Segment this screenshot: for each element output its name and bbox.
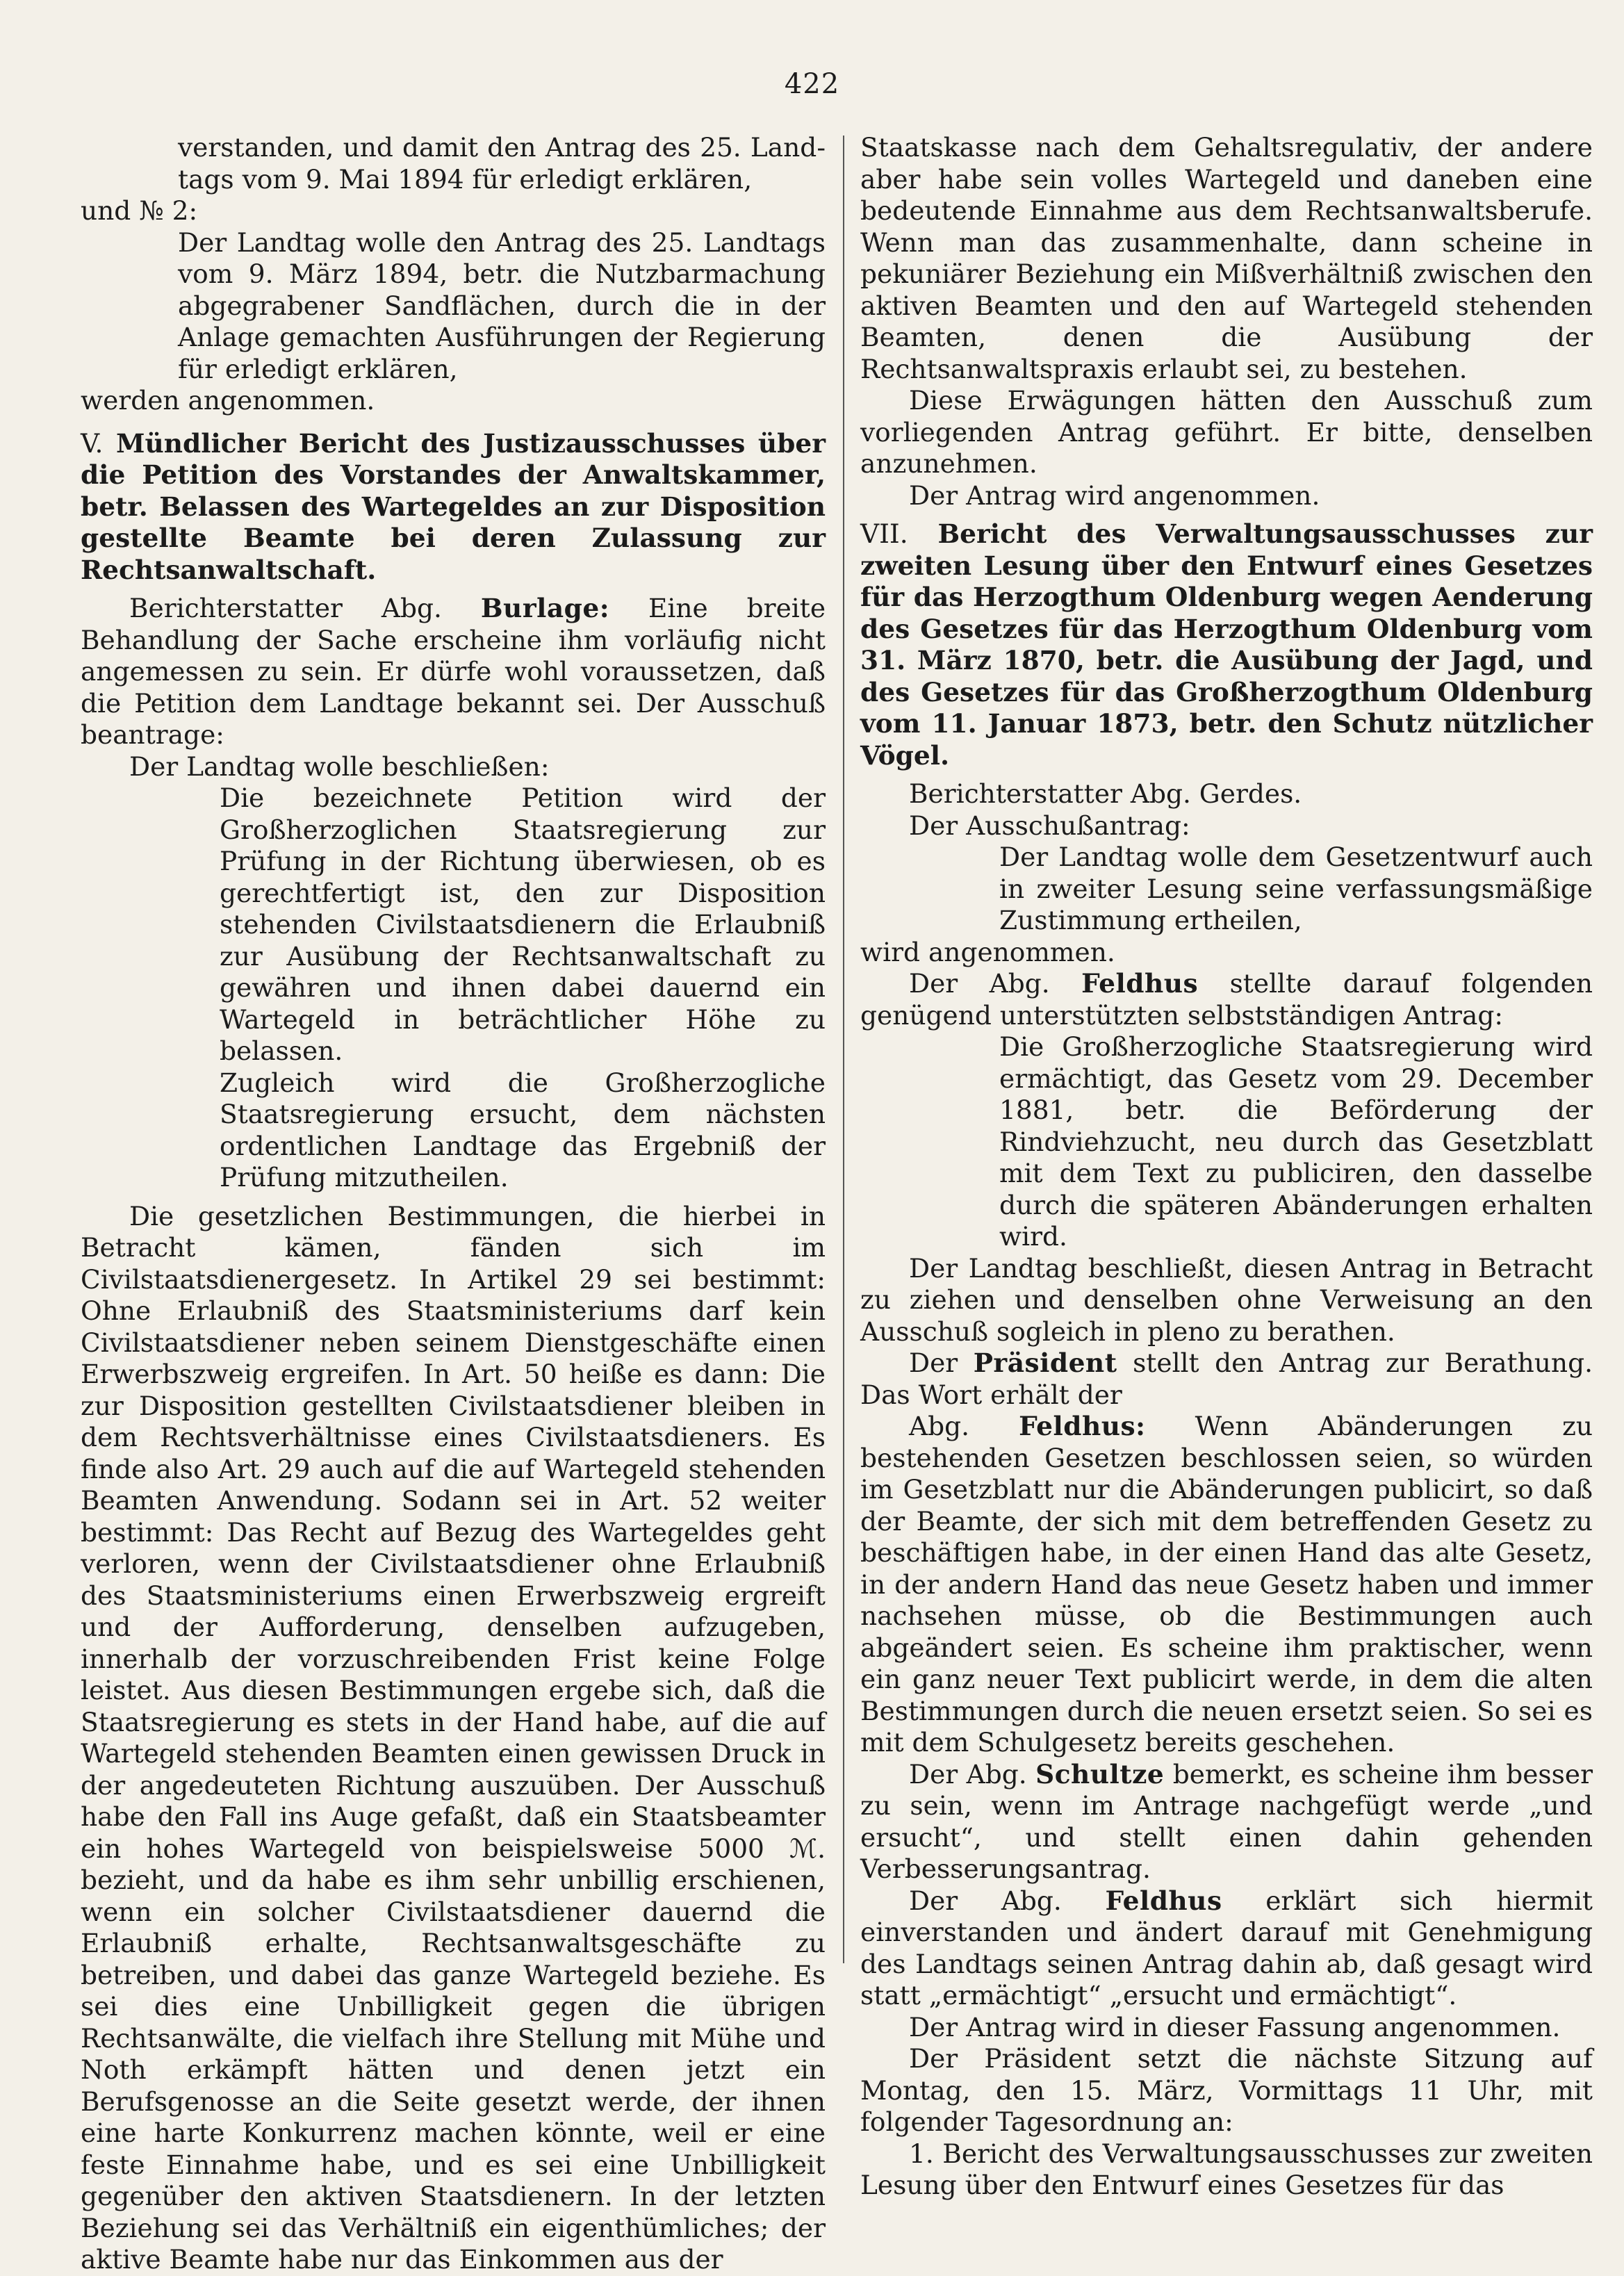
quoted-motion: Die bezeichnete Petition wird der Großherzoglichen Staatsregierung zur Prüfung in der Richtung überwiesen, ob es gerechtfertigt ist, den zur Disposition stehenden Civilstaatsdienern die Erlaubniß zur Ausübung der Rechtsanwaltschaft zu gewähren und ihnen dabei dauernd ein Wartegeld in beträchtlicher Höhe zu belassen. xyxy=(220,783,826,1066)
text-run: Der Abg. xyxy=(909,1885,1062,1916)
paragraph: Der Landtag beschließt, diesen Antrag in Betracht zu ziehen und denselben ohne Verweisung an den Ausschuß sogleich in pleno zu berathen. xyxy=(860,1252,1593,1347)
text-run: Abg. xyxy=(909,1411,970,1441)
text-run: stellt den Antrag zur Berathung. Das Wort erhält der xyxy=(860,1348,1593,1410)
text-run: stellte darauf folgenden genügend unterstützten selbstständigen Antrag: xyxy=(860,968,1593,1031)
paragraph: Die gesetzlichen Bestimmungen, die hierbei in Betracht kämen, fänden sich im Civilstaatsdienergesetz. In Artikel 29 sei bestimmt: Ohne Erlaubniß des Staatsministeriums darf kein Civilstaatsdiener neben seinem Dienstgeschäfte einen Erwerbszweig ergreifen. In Art. 50 heiße es dann: Die zur Disposition gestellten Civilstaatsdiener bleiben in dem Rechtsverhältnisse eines Civilstaatsdieners. Es finde also Art. 29 auch auf die auf Wartegeld stehenden Beamten Anwendung. Sodann sei in Art. 52 weiter bestimmt: Das Recht auf Bezug des Wartegeldes geht verloren, wenn der Civilstaatsdiener ohne Erlaubniß des Staatsministeriums einen Erwerbszweig ergreift und der Aufforderung, denselben aufzugeben, innerhalb der vorzuschreibenden Frist keine Folge leistet. Aus diesen Bestimmungen ergebe sich, daß die Staatsregierung es stets in der Hand habe, auf die auf Wartegeld stehenden Beamten einen gewissen Druck in der angedeuteten Richtung auszuüben. Der Ausschuß habe den Fall ins Auge gefaßt, daß ein Staatsbeamter ein hohes Wartegeld von beispielsweise 5000 ℳ. bezieht, und da habe es ihm sehr unbillig erschienen, wenn ein solcher Civilstaatsdiener dauernd die Erlaubniß erhalte, Rechtsanwaltsgeschäfte zu betreiben, und dabei das ganze Wartegeld beziehe. Es sei dies eine Unbilligkeit gegen die übrigen Rechtsanwälte, die vielfach ihre Stellung mit Mühe und Noth erkämpft hätten und denen jetzt ein Berufsgenosse an die Seite gesetzt werde, der ihnen eine harte Konkurrenz machen könnte, weil er eine feste Einnahme habe, und es sei eine Unbilligkeit gegenüber den aktiven Staatsdienern. In der letzten Beziehung sei das Verhältniß ein eigenthümliches; der aktive Beamte habe nur das Einkommen aus der xyxy=(81,1200,826,2275)
text-run: Der Abg. xyxy=(909,968,1050,999)
text-run: Eine breite Behandlung der Sache erscheine ihm vorläufig nicht angemessen zu sein. Er dürfe wohl voraussetzen, daß die Petition dem Landtage bekannt sei. Der Ausschuß beantrage: xyxy=(81,593,826,750)
paragraph xyxy=(81,593,826,751)
paragraph: Der Landtag wolle beschließen: xyxy=(129,751,550,782)
text-run: Wenn Abänderungen zu bestehenden Gesetzen beschlossen seien, so würden im Gesetzblatt nur die Abänderungen publicirt, so daß der Beamte, der sich mit dem betreffenden Gesetz zu beschäftigen habe, in der einen Hand das alte Gesetz, in der andern Hand das neue Gesetz haben und immer nachsehen müsse, ob die Bestimmungen auch abgeändert seien. Es scheine ihm praktischer, wenn ein ganz neuer Text publicirt werde, in dem die alten Bestimmungen durch die neuen ersetzt seien. So sei es mit dem Schulgesetz bereits geschehen. xyxy=(860,1411,1593,1758)
text-run: erklärt sich hiermit einverstanden und ändert darauf mit Genehmigung des Landtags seinen Antrag dahin ab, daß gesagt wird statt „ermächtigt“ „ersucht und ermächtigt“. xyxy=(860,1885,1593,2011)
section-number: VII. xyxy=(860,518,908,549)
paragraph xyxy=(860,968,1593,1031)
paragraph: und № 2: xyxy=(81,195,198,226)
paragraph: Der Antrag wird angenommen. xyxy=(909,480,1320,511)
text-run: Der Abg. xyxy=(909,1758,1027,1790)
paragraph xyxy=(860,1885,1593,2012)
paragraph: Der Antrag wird in dieser Fassung angenommen. xyxy=(909,2011,1561,2042)
paragraph: Staatskasse nach dem Gehaltsregulativ, der andere aber habe sein volles Wartegeld und daneben eine bedeutende Einnahme aus dem Rechtsanwaltsberufe. Wenn man das zusammenhalte, dann scheine in pekuniärer Beziehung ein Mißverhältniß zwischen den aktiven Beamten und den auf Wartegeld stehenden Beamten, denen die Ausübung der Rechtsanwaltspraxis erlaubt sei, zu bestehen. xyxy=(860,132,1593,384)
section-heading xyxy=(860,518,1593,771)
section-title: Mündlicher Bericht des Justizausschusses über die Petition des Vorstandes der Anwaltskammer, betr. Belassen des Wartegeldes an zur Disposition gestellte Beamte bei deren Zulassung zur Rechtsanwaltschaft. xyxy=(81,427,826,585)
paragraph: Der Ausschußantrag: xyxy=(909,810,1190,841)
speaker-name: Präsident xyxy=(973,1348,1117,1378)
speaker-name: Feldhus: xyxy=(1019,1411,1146,1441)
speaker-name: Feldhus xyxy=(1105,1885,1222,1916)
quoted-motion: Die Großherzogliche Staatsregierung wird ermächtigt, das Gesetz vom 29. December 1881, betr. die Beförderung der Rindviehzucht, neu durch das Gesetzblatt mit dem Text zu publiciren, den dasselbe durch die späteren Abänderungen erhalten wird. xyxy=(999,1031,1593,1252)
paragraph xyxy=(860,1759,1593,1885)
paragraph: werden angenommen. xyxy=(81,385,375,416)
paragraph: verstanden, und damit den Antrag des 25. Land-tags vom 9. Mai 1894 für erledigt erklären, xyxy=(178,132,826,195)
left-column xyxy=(81,132,826,2276)
column-divider xyxy=(843,136,844,1963)
right-column xyxy=(860,132,1593,2202)
paragraph: Diese Erwägungen hätten den Ausschuß zum vorliegenden Antrag geführt. Er bitte, denselben anzunehmen. xyxy=(860,385,1593,479)
speaker-name: Feldhus xyxy=(1081,968,1199,999)
section-heading xyxy=(81,428,826,587)
page-number: 422 xyxy=(784,68,840,100)
paragraph xyxy=(860,1411,1593,1759)
agenda-item: 1. Bericht des Verwaltungsausschusses zur zweiten Lesung über den Entwurf eines Gesetzes für das xyxy=(860,2138,1593,2200)
section-number: V. xyxy=(81,427,104,459)
quoted-motion: Zugleich wird die Großherzogliche Staatsregierung ersucht, dem nächsten ordentlichen Landtage das Ergebniß der Prüfung mitzutheilen. xyxy=(220,1067,826,1193)
paragraph: Der Landtag wolle den Antrag des 25. Landtags vom 9. März 1894, betr. die Nutzbarmachung abgegrabener Sandflächen, durch die in der Anlage gemachten Ausführungen der Regierung für erledigt erklären, xyxy=(178,227,826,384)
speaker-name: Schultze xyxy=(1035,1758,1165,1790)
paragraph xyxy=(860,1348,1593,1411)
paragraph: wird angenommen. xyxy=(860,936,1115,967)
section-title: Bericht des Verwaltungsausschusses zur zweiten Lesung über den Entwurf eines Gesetzes für das Herzogthum Oldenburg wegen Aenderung des Gesetzes für das Herzogthum Oldenburg vom 31. März 1870, betr. die Ausübung der Jagd, und des Gesetzes für das Großherzogthum Oldenburg vom 11. Januar 1873, betr. den Schutz nützlicher Vögel. xyxy=(860,518,1593,771)
paragraph: Der Präsident setzt die nächste Sitzung auf Montag, den 15. März, Vormittags 11 Uhr, mit folgender Tagesordnung an: xyxy=(860,2043,1593,2137)
text-run: bemerkt, es scheine ihm besser zu sein, wenn im Antrage nachgefügt werde „und ersucht“, und stellt einen dahin gehenden Verbesserungsantrag. xyxy=(860,1758,1593,1884)
text-run: Der xyxy=(909,1348,958,1378)
quoted-motion: Der Landtag wolle dem Gesetzentwurf auch in zweiter Lesung seine verfassungsmäßige Zustimmung ertheilen, xyxy=(999,842,1593,935)
speaker-name: Burlage: xyxy=(480,593,610,623)
text-run: Berichterstatter Abg. xyxy=(129,593,442,623)
paragraph: Berichterstatter Abg. Gerdes. xyxy=(909,778,1302,809)
